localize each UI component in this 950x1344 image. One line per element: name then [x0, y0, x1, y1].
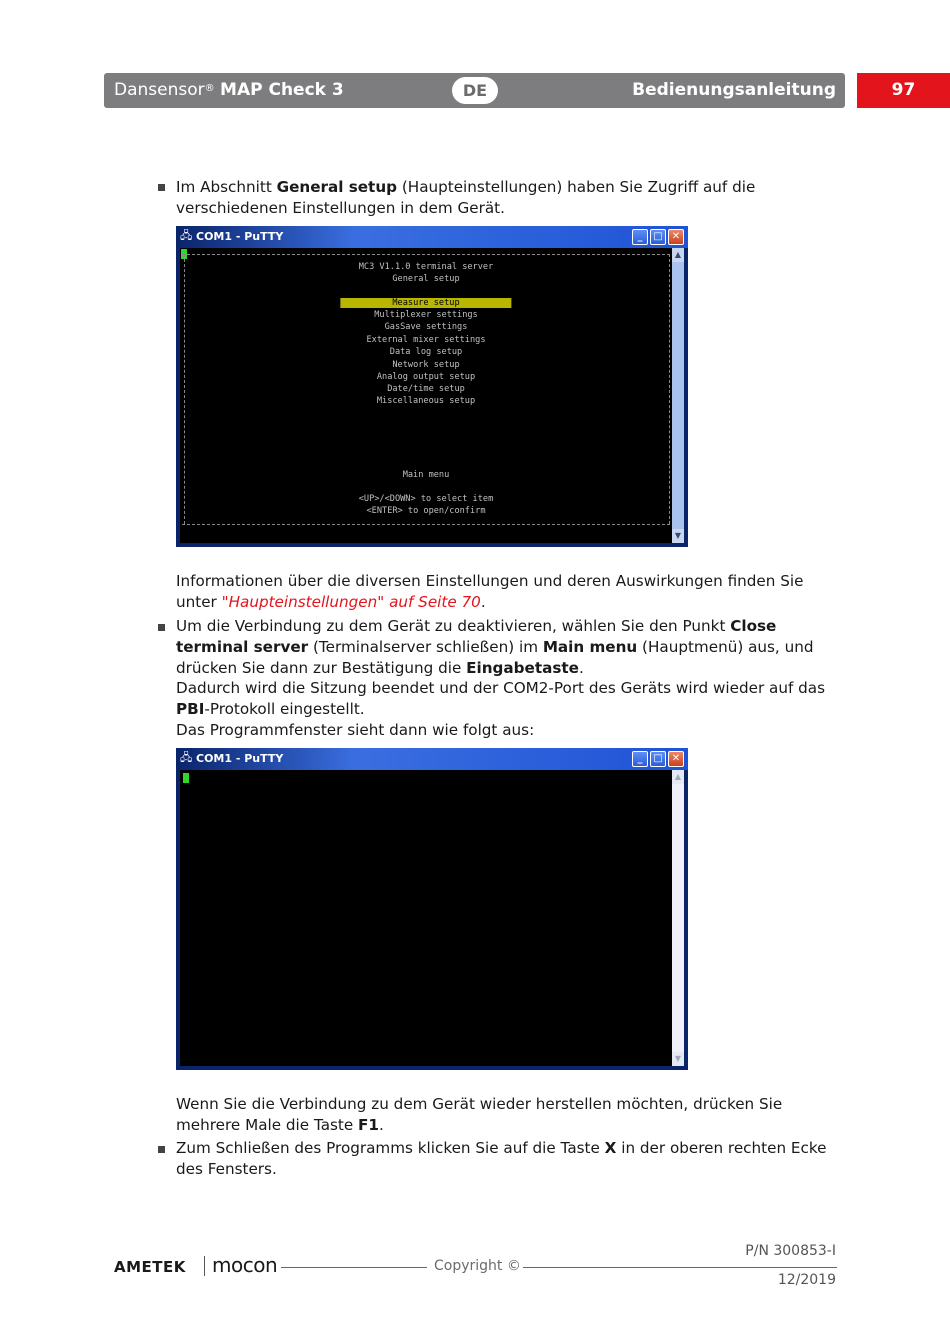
window-titlebar[interactable] — [176, 748, 688, 770]
vertical-scrollbar[interactable] — [672, 248, 684, 543]
menu-item[interactable]: GasSave settings — [384, 322, 468, 332]
bullet-marker — [158, 1146, 165, 1153]
hint-select: <UP>/<DOWN> to select item — [358, 494, 494, 504]
paragraph-info: Informationen über die diversen Einstellungen und deren Auswirkungen finden Sie unter "Haupteinstellungen" auf Seite 70. — [176, 572, 804, 611]
scroll-up-icon[interactable]: ▲ — [672, 770, 684, 784]
ametek-logo: AMETEK — [114, 1258, 186, 1276]
terminal-cursor — [183, 773, 189, 783]
product-name: MAP Check 3 — [220, 80, 344, 100]
minimize-button[interactable]: _ — [632, 751, 648, 767]
putty-icon: 🖧 — [180, 229, 193, 242]
paragraph-close-server: Um die Verbindung zu dem Gerät zu deaktivieren, wählen Sie den Punkt Close terminal server (Terminalserver schließen) im Main menu (Hauptmenü) aus, und drücken Sie dann zur Bestätigung die Eingabetaste. Dadurch wird die Sitzung beendet und der COM2-Port des Geräts wird wieder auf das PBI-Protokoll eingestellt. Das Programmfenster sieht dann wie folgt aus: — [176, 617, 826, 739]
putty-icon: 🖧 — [180, 751, 193, 764]
part-number: P/N 300853-I — [745, 1243, 836, 1259]
window-title: COM1 - PuTTY — [196, 230, 284, 243]
menu-item[interactable]: Analog output setup — [376, 372, 476, 382]
bullet-marker — [158, 624, 165, 631]
footer-rule-left — [281, 1267, 427, 1268]
border-left — [184, 254, 185, 524]
document-type: Bedienungsanleitung — [632, 80, 836, 100]
main-menu-label: Main menu — [402, 470, 450, 480]
cross-reference-link[interactable]: "Haupteinstellungen" auf Seite 70 — [221, 592, 481, 611]
scroll-down-icon[interactable]: ▼ — [672, 1052, 684, 1066]
window-title: COM1 - PuTTY — [196, 752, 284, 765]
page-number: 97 — [857, 73, 950, 108]
border-right — [669, 254, 670, 524]
border-bottom — [182, 524, 670, 525]
menu-item-selected[interactable]: Measure setup — [340, 298, 511, 308]
header-product — [114, 80, 344, 100]
menu-item[interactable]: External mixer settings — [366, 335, 486, 345]
maximize-button[interactable]: □ — [650, 751, 666, 767]
footer-rule-right — [523, 1267, 837, 1268]
language-badge: DE — [452, 77, 498, 104]
copyright: Copyright © — [434, 1258, 521, 1274]
mocon-logo: mocon — [212, 1253, 278, 1277]
paragraph-general-setup: Im Abschnitt General setup (Haupteinstellungen) haben Sie Zugriff auf die verschiedenen Einstellungen in dem Gerät. — [176, 178, 756, 217]
menu-item[interactable]: Network setup — [392, 360, 460, 370]
menu-item[interactable]: Date/time setup — [387, 384, 465, 394]
section-title: General setup — [392, 274, 460, 284]
putty-window-blank — [176, 748, 688, 1070]
hint-confirm: <ENTER> to open/confirm — [366, 506, 486, 516]
window-titlebar[interactable] — [176, 226, 688, 248]
scroll-down-icon[interactable]: ▼ — [672, 529, 684, 543]
putty-window-menu — [176, 226, 688, 547]
maximize-button[interactable]: □ — [650, 229, 666, 245]
logo-divider — [204, 1256, 205, 1276]
close-button[interactable]: ✕ — [668, 229, 684, 245]
menu-item[interactable]: Data log setup — [389, 347, 463, 357]
brand-name: Dansensor — [114, 80, 205, 100]
minimize-button[interactable]: _ — [632, 229, 648, 245]
registered-mark: ® — [204, 83, 215, 94]
border-top — [182, 254, 670, 255]
paragraph-close-program: Zum Schließen des Programms klicken Sie auf die Taste X in der oberen rechten Ecke des Fensters. — [176, 1139, 827, 1178]
revision-date: 12/2019 — [777, 1272, 836, 1288]
vertical-scrollbar[interactable] — [672, 770, 684, 1066]
terminal-area[interactable] — [180, 770, 672, 1066]
scroll-up-icon[interactable]: ▲ — [672, 248, 684, 262]
scroll-thumb[interactable] — [672, 262, 684, 529]
close-button[interactable]: ✕ — [668, 751, 684, 767]
menu-item[interactable]: Multiplexer settings — [374, 310, 478, 320]
header-bar — [104, 73, 845, 108]
terminal-area[interactable] — [180, 248, 672, 543]
paragraph-reconnect: Wenn Sie die Verbindung zu dem Gerät wieder herstellen möchten, drücken Sie mehrere Male die Taste F1. — [176, 1095, 783, 1134]
server-title: MC3 V1.1.0 terminal server — [358, 262, 494, 272]
bullet-marker — [158, 184, 165, 191]
menu-item[interactable]: Miscellaneous setup — [376, 396, 476, 406]
